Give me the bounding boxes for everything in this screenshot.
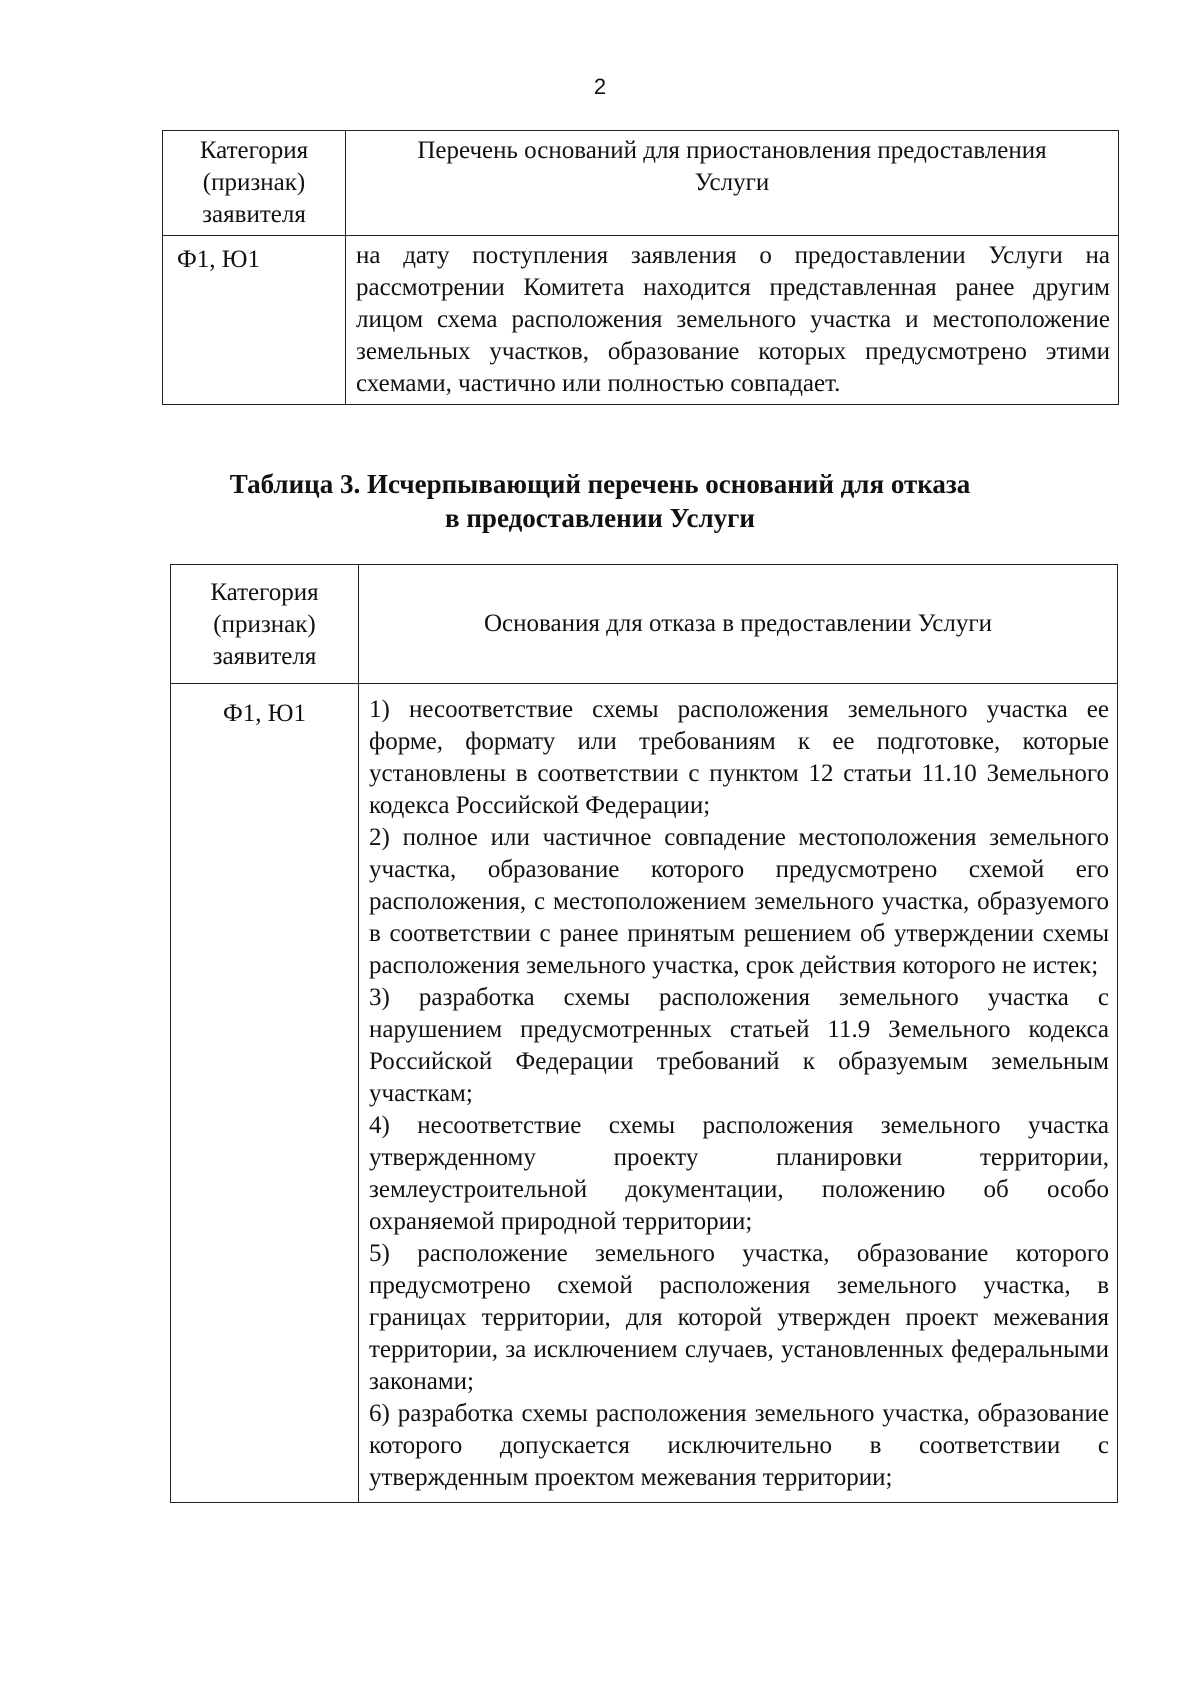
table-header-row	[163, 131, 1119, 236]
category-cell: Ф1, Ю1	[171, 684, 359, 1503]
header-reasons-cell	[346, 131, 1119, 236]
header-category-line: (признак)	[202, 169, 306, 196]
header-category-line: заявителя	[202, 201, 306, 228]
header-reasons-line: Перечень оснований для приостановления предоставления	[417, 137, 1047, 164]
category-cell: Ф1, Ю1	[163, 236, 346, 405]
header-category-line: Категория	[210, 579, 319, 606]
list-item: 2) полное или частичное совпадение местоположения земельного участка, образование которого предусмотрено схемой его расположения, с местоположением земельного участка, образуемого в соответствии с ранее принятым решением об утверждении схемы расположения земельного участка, срок действия которого не истек;	[369, 824, 1109, 979]
header-category-line: Категория	[199, 137, 309, 164]
header-category-cell	[171, 565, 359, 684]
list-item: 4) несоответствие схемы расположения земельного участка утвержденному проекту планировки территории, землеустроительной документации, положению об особо охраняемой природной территории;	[369, 1112, 1109, 1235]
header-category-line: заявителя	[212, 643, 317, 670]
header-category-cell	[163, 131, 346, 236]
list-item: 3) разработка схемы расположения земельного участка с нарушением предусмотренных статьей 11.9 Земельного кодекса Российской Федерации требований к образуемым земельным участкам;	[369, 984, 1109, 1107]
page-number: 2	[593, 74, 607, 99]
header-reasons-cell: Основания для отказа в предоставлении Услуги	[359, 565, 1118, 684]
header-category-line: (признак)	[213, 611, 316, 638]
table-refusal-grounds	[170, 564, 1118, 1503]
header-reasons-line: Услуги	[694, 169, 770, 196]
table-row	[163, 236, 1119, 405]
table3-title-line: Таблица 3. Исчерпывающий перечень оснований для отказа	[229, 469, 971, 499]
table3-title-line: в предоставлении Услуги	[445, 502, 755, 533]
reasons-list-cell	[359, 684, 1118, 1503]
list-item: 6) разработка схемы расположения земельного участка, образование которого допускается исключительно в соответствии с утвержденным проектом межевания территории;	[369, 1400, 1109, 1491]
table3-title	[0, 468, 1200, 536]
table-row	[171, 684, 1118, 1503]
table-suspension-grounds	[162, 130, 1119, 405]
list-item: 5) расположение земельного участка, образование которого предусмотрено схемой расположения земельного участка, в границах территории, для которой утвержден проект межевания территории, за исключением случаев, установленных федеральными законами;	[369, 1240, 1109, 1395]
table-header-row	[171, 565, 1118, 684]
reason-text-cell: на дату поступления заявления о предоставлении Услуги на рассмотрении Комитета находится представленная ранее другим лицом схема расположения земельного участка и местоположение земельных участков, образование которых предусмотрено этими схемами, частично или полностью совпадает.	[346, 236, 1119, 405]
list-item: 1) несоответствие схемы расположения земельного участка ее форме, формату или требованиям к ее подготовке, которые установлены в соответствии с пунктом 12 статьи 11.10 Земельного кодекса Российской Федерации;	[369, 696, 1109, 819]
